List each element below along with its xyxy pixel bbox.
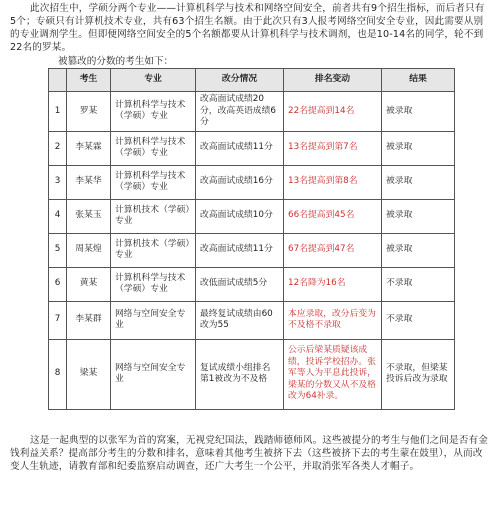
rank-change: 本应录取，改分后变为不及格不录取 bbox=[284, 301, 382, 339]
table-row bbox=[49, 267, 455, 301]
candidate-name: 李某华 bbox=[67, 165, 111, 199]
header-index bbox=[49, 69, 67, 92]
header-score-change: 改分情况 bbox=[196, 69, 284, 92]
admission-result: 被录取 bbox=[382, 131, 455, 165]
row-number: 6 bbox=[49, 267, 67, 301]
rank-change: 13名提高到第8名 bbox=[284, 165, 382, 199]
row-number: 2 bbox=[49, 131, 67, 165]
row-number: 4 bbox=[49, 199, 67, 233]
score-change: 改高面试成绩11分 bbox=[196, 131, 284, 165]
table-row bbox=[49, 233, 455, 267]
table-row bbox=[49, 199, 455, 233]
candidate-major: 计算机科学与技术（学硕）专业 bbox=[111, 92, 196, 132]
row-number: 7 bbox=[49, 301, 67, 339]
row-number: 8 bbox=[49, 339, 67, 409]
score-change-table bbox=[48, 68, 455, 410]
header-major: 专业 bbox=[111, 69, 196, 92]
table-row bbox=[49, 301, 455, 339]
intro-paragraph: 此次招生中，学硕分两个专业——计算机科学与技术和网络空间安全，前者共有9个招生指标，而后者只有5个；专硕只有计算机技术专业，共有63个招生名额。由于此次只有3人报考网络空间安全专业，因此需要从别的专业调剂学生。但即便网络空间安全的5个名额都要从计算机科学与技术调剂，也是10-14名的同学，轮不到22名的罗某。 bbox=[10, 3, 485, 53]
table-row bbox=[49, 165, 455, 199]
candidate-major: 计算机科学与技术（学硕）专业 bbox=[111, 165, 196, 199]
admission-result: 被录取 bbox=[382, 199, 455, 233]
score-change: 最终复试成绩由60改为55 bbox=[196, 301, 284, 339]
candidate-name: 罗某 bbox=[67, 92, 111, 132]
candidate-major: 网络与空间安全专业 bbox=[111, 301, 196, 339]
candidate-name: 周某煌 bbox=[67, 233, 111, 267]
admission-result: 不录取，但梁某投诉后改为录取 bbox=[382, 339, 455, 409]
rank-change: 66名提高到45名 bbox=[284, 199, 382, 233]
candidate-name: 张某玉 bbox=[67, 199, 111, 233]
candidate-major: 计算机技术（学硕）专业 bbox=[111, 199, 196, 233]
row-number: 3 bbox=[49, 165, 67, 199]
header-rank-change: 排名变动 bbox=[284, 69, 382, 92]
table-row bbox=[49, 131, 455, 165]
score-change: 改高面试成绩16分 bbox=[196, 165, 284, 199]
table-row bbox=[49, 339, 455, 409]
candidate-major: 计算机科学与技术（学硕）专业 bbox=[111, 131, 196, 165]
admission-result: 被录取 bbox=[382, 165, 455, 199]
candidate-major: 计算机科学与技术（学硕）专业 bbox=[111, 267, 196, 301]
rank-change: 12名降为16名 bbox=[284, 267, 382, 301]
rank-change: 13名提高到第7名 bbox=[284, 131, 382, 165]
score-change: 复试成绩小组排名第1被改为不及格 bbox=[196, 339, 284, 409]
admission-result: 不录取 bbox=[382, 267, 455, 301]
admission-result: 不录取 bbox=[382, 301, 455, 339]
row-number: 1 bbox=[49, 92, 67, 132]
score-change: 改高面试成绩20分，改高英语成绩6分 bbox=[196, 92, 284, 132]
rank-change: 67名提高到47名 bbox=[284, 233, 382, 267]
table-caption: 被篡改的分数的考生如下： bbox=[58, 56, 174, 67]
rank-change: 22名提高到14名 bbox=[284, 92, 382, 132]
candidate-major: 计算机技术（学硕）专业 bbox=[111, 233, 196, 267]
candidate-name: 黄某 bbox=[67, 267, 111, 301]
header-candidate: 考生 bbox=[67, 69, 111, 92]
table-row bbox=[49, 92, 455, 132]
row-number: 5 bbox=[49, 233, 67, 267]
admission-result: 被录取 bbox=[382, 92, 455, 132]
score-change: 改高面试成绩11分 bbox=[196, 233, 284, 267]
admission-result: 被录取 bbox=[382, 233, 455, 267]
rank-change: 公示后梁某质疑该成绩，投诉学校招办。张军等人为平息此投诉，梁某的分数又从不及格改为64补录。 bbox=[284, 339, 382, 409]
candidate-major: 网络与空间安全专业 bbox=[111, 339, 196, 409]
header-result: 结果 bbox=[382, 69, 455, 92]
candidate-name: 梁某 bbox=[67, 339, 111, 409]
table-header-row bbox=[49, 69, 455, 92]
candidate-name: 李某霖 bbox=[67, 131, 111, 165]
score-change: 改低面试成绩5分 bbox=[196, 267, 284, 301]
candidate-name: 李某群 bbox=[67, 301, 111, 339]
conclusion-paragraph: 这是一起典型的以张军为首的窝案，无视党纪国法，践踏师德师风。这些被提分的考生与他们之间是否有金钱利益关系？提高部分考生的分数和排名，意味着其他考生被挤下去（这些被挤下去的考生蒙在鼓里），从而改变人生轨迹，请教育部和纪委监察启动调查，还广大考生一个公平，并取消张军各类人才帽子。 bbox=[10, 435, 488, 472]
score-change: 改高面试成绩10分 bbox=[196, 199, 284, 233]
